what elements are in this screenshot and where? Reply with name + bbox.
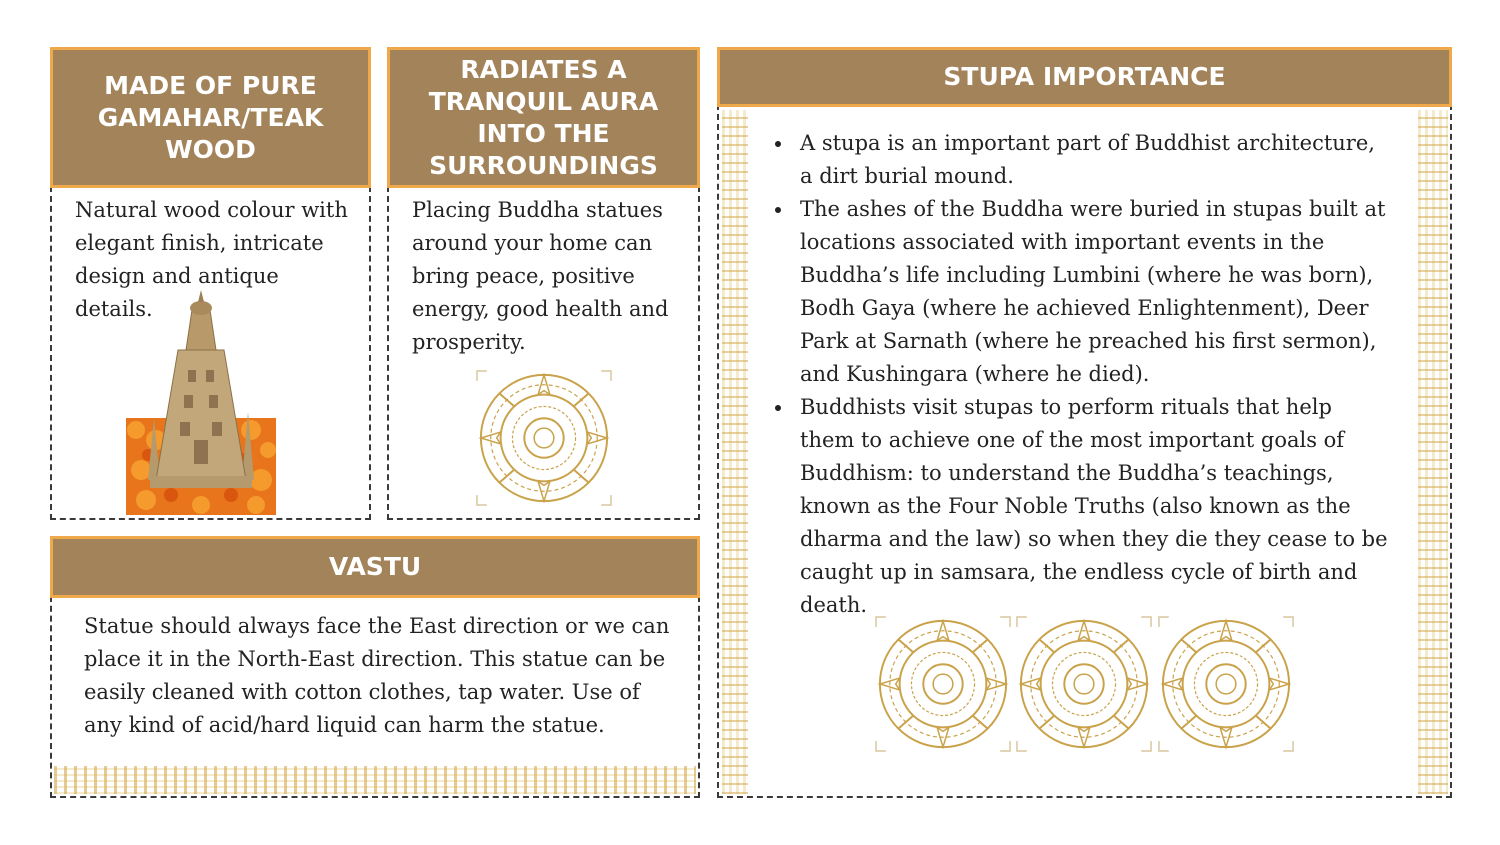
decorative-border-bottom (54, 766, 696, 794)
mandala-icon (1015, 615, 1153, 753)
stupa-bullet-list (772, 127, 1392, 622)
card-stupa-title: STUPA IMPORTANCE (717, 47, 1452, 107)
card-wood-text: Natural wood colour with elegant finish, intricate design and antique details. (75, 198, 348, 321)
card-aura-title: RADIATES A TRANQUIL AURA INTO THE SURROUNDINGS (387, 47, 700, 188)
list-item: • A stupa is an important part of Buddhist architecture, a dirt burial mound. (794, 127, 1392, 193)
mandala-icon (1157, 615, 1295, 753)
decorative-border-right (1418, 110, 1448, 794)
card-wood-title: MADE OF PURE GAMAHAR/TEAK WOOD (50, 47, 371, 188)
card-vastu-text: Statue should always face the East direction or we can place it in the North-East direction. This statue can be easily cleaned with cotton clothes, tap water. Use of any kind of acid/hard liquid can harm the statue. (84, 614, 670, 737)
card-aura-text: Placing Buddha statues around your home can bring peace, positive energy, good health and prosperity. (412, 198, 669, 354)
decorative-border-left (722, 110, 748, 794)
stupa-statue-image (126, 290, 276, 515)
list-item: • Buddhists visit stupas to perform rituals that help them to achieve one of the most important goals of Buddhism: to understand the Buddha’s teachings, known as the Four Noble Truths (also known as the dharma and the law) so when they die they cease to be caught up in samsara, the endless cycle of birth and death. (794, 391, 1392, 622)
list-item: • The ashes of the Buddha were buried in stupas built at locations associated with important events in the Buddha’s life including Lumbini (where he was born), Bodh Gaya (where he achieved Enlightenment), Deer Park at Sarnath (where he preached his first sermon), and Kushingara (where he died). (794, 193, 1392, 391)
card-vastu-title: VASTU (50, 536, 700, 598)
mandala-icon (475, 368, 613, 508)
mandala-icon (874, 615, 1012, 753)
